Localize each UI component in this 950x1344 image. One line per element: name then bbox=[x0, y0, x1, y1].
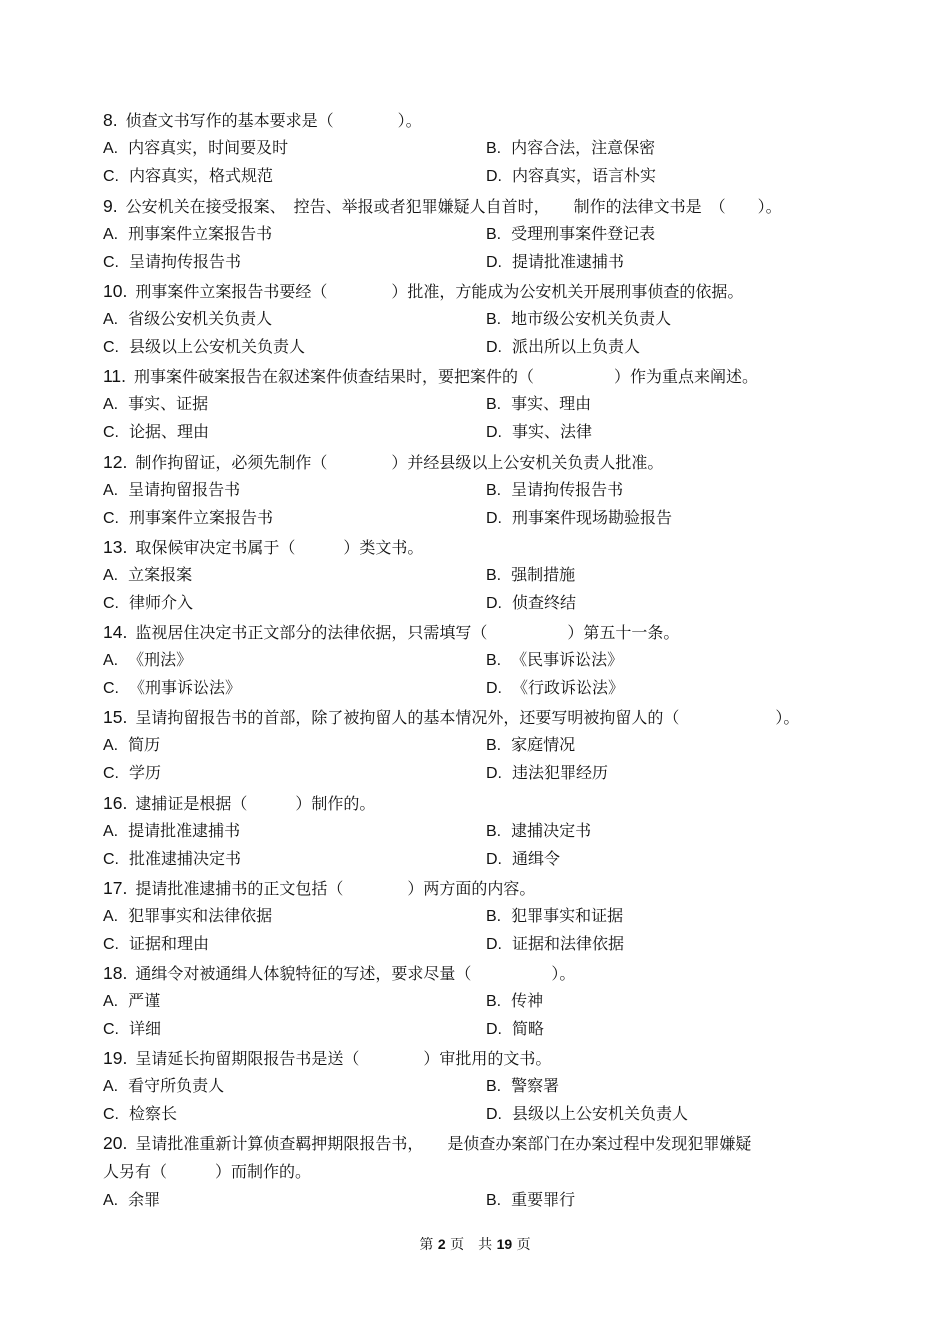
option-text: 证据和法律依据 bbox=[512, 934, 625, 953]
option-letter: D. bbox=[486, 339, 502, 356]
option-text: 提请批准逮捕书 bbox=[512, 252, 625, 271]
answer-option bbox=[486, 138, 655, 159]
question-number: 10. bbox=[103, 281, 128, 301]
answer-option bbox=[103, 849, 241, 870]
question-text: 制作拘留证，必须先制作（ ）并经县级以上公安机关负责人批准。 bbox=[135, 453, 664, 472]
option-text: 省级公安机关负责人 bbox=[128, 309, 273, 328]
question-number: 20. bbox=[103, 1133, 128, 1153]
option-letter: A. bbox=[103, 823, 119, 840]
question-stem bbox=[103, 1133, 880, 1154]
option-text: 立案报案 bbox=[128, 565, 193, 584]
option-letter: D. bbox=[486, 851, 502, 868]
question-stem bbox=[103, 1048, 880, 1069]
option-letter: A. bbox=[103, 396, 119, 413]
option-text: 学历 bbox=[129, 763, 162, 782]
option-text: 《刑事诉讼法》 bbox=[129, 678, 242, 697]
option-text: 呈请拘留报告书 bbox=[128, 480, 241, 499]
question-text: 公安机关在接受报案、 控告、举报或者犯罪嫌疑人自首时， 制作的法律文书是 （ ）。 bbox=[125, 197, 782, 216]
answer-option bbox=[486, 224, 655, 245]
answer-option bbox=[103, 166, 273, 187]
answer-option bbox=[103, 565, 192, 586]
answer-option bbox=[103, 934, 209, 955]
option-letter: C. bbox=[103, 1021, 119, 1038]
question-text: 呈请延长拘留期限报告书是送（ ）审批用的文书。 bbox=[135, 1049, 552, 1068]
option-letter: A. bbox=[103, 311, 119, 328]
answer-option bbox=[486, 1104, 688, 1125]
question-text: 刑事案件立案报告书要经（ ）批准，方能成为公安机关开展刑事侦查的依据。 bbox=[135, 282, 744, 301]
option-text: 证据和理由 bbox=[129, 934, 210, 953]
option-letter: D. bbox=[486, 510, 502, 527]
option-letter: A. bbox=[103, 482, 119, 499]
answer-option bbox=[103, 1190, 160, 1211]
option-text: 提请批准逮捕书 bbox=[128, 821, 241, 840]
answer-option bbox=[486, 991, 543, 1012]
answer-option bbox=[486, 849, 560, 870]
question-number: 16. bbox=[103, 793, 128, 813]
page-footer: 第 2 页 共 19 页 bbox=[419, 1236, 531, 1253]
option-text: 论据、理由 bbox=[129, 422, 210, 441]
option-letter: C. bbox=[103, 680, 119, 697]
answer-option bbox=[486, 650, 623, 671]
answer-option bbox=[486, 934, 624, 955]
option-letter: B. bbox=[486, 823, 502, 840]
question-stem bbox=[103, 452, 880, 473]
option-letter: B. bbox=[486, 226, 502, 243]
option-text: 《民事诉讼法》 bbox=[511, 650, 624, 669]
option-letter: A. bbox=[103, 1078, 119, 1095]
option-text: 内容真实，语言朴实 bbox=[512, 166, 657, 185]
option-text: 重要罪行 bbox=[511, 1190, 576, 1209]
question-stem bbox=[103, 878, 880, 899]
question-text: 呈请拘留报告书的首部，除了被拘留人的基本情况外，还要写明被拘留人的（ ）。 bbox=[135, 708, 800, 727]
question-stem bbox=[103, 963, 880, 984]
question-stem bbox=[103, 281, 880, 302]
option-letter: B. bbox=[486, 908, 502, 925]
option-letter: A. bbox=[103, 226, 119, 243]
option-text: 地市级公安机关负责人 bbox=[511, 309, 672, 328]
option-letter: A. bbox=[103, 567, 119, 584]
answer-option bbox=[103, 906, 272, 927]
option-text: 违法犯罪经历 bbox=[512, 763, 609, 782]
option-letter: A. bbox=[103, 993, 119, 1010]
option-text: 事实、法律 bbox=[512, 422, 593, 441]
option-letter: A. bbox=[103, 140, 119, 157]
option-text: 刑事案件现场勘验报告 bbox=[512, 508, 673, 527]
option-text: 犯罪事实和法律依据 bbox=[128, 906, 273, 925]
option-text: 逮捕决定书 bbox=[511, 821, 592, 840]
option-letter: B. bbox=[486, 140, 502, 157]
question-number: 11. bbox=[103, 366, 127, 386]
option-letter: B. bbox=[486, 1192, 502, 1209]
option-letter: C. bbox=[103, 765, 119, 782]
answer-option bbox=[103, 678, 241, 699]
option-text: 传神 bbox=[511, 991, 544, 1010]
option-letter: A. bbox=[103, 908, 119, 925]
option-letter: C. bbox=[103, 595, 119, 612]
question-text: 呈请批准重新计算侦查羁押期限报告书， 是侦查办案部门在办案过程中发现犯罪嫌疑 bbox=[135, 1134, 752, 1153]
option-letter: C. bbox=[103, 339, 119, 356]
answer-option bbox=[486, 735, 575, 756]
answer-option bbox=[486, 252, 624, 273]
answer-option bbox=[103, 1019, 161, 1040]
question-text: 通缉令对被通缉人体貌特征的写述，要求尽量（ ）。 bbox=[135, 964, 576, 983]
option-text: 严谨 bbox=[128, 991, 161, 1010]
option-letter: C. bbox=[103, 254, 119, 271]
answer-option bbox=[486, 166, 656, 187]
option-letter: D. bbox=[486, 254, 502, 271]
answer-option bbox=[103, 138, 288, 159]
question-number: 19. bbox=[103, 1048, 128, 1068]
option-letter: A. bbox=[103, 737, 119, 754]
question-stem bbox=[103, 537, 880, 558]
option-text: 犯罪事实和证据 bbox=[511, 906, 624, 925]
option-text: 侦查终结 bbox=[512, 593, 577, 612]
answer-option bbox=[103, 394, 208, 415]
answer-option bbox=[486, 480, 623, 501]
question-text: 刑事案件破案报告在叙述案件侦查结果时，要把案件的（ ）作为重点来阐述。 bbox=[134, 367, 759, 386]
answer-option bbox=[103, 650, 192, 671]
option-letter: C. bbox=[103, 168, 119, 185]
option-text: 《刑法》 bbox=[128, 650, 193, 669]
answer-option bbox=[103, 593, 193, 614]
question-text: 取保候审决定书属于（ ）类文书。 bbox=[135, 538, 424, 557]
question-number: 9. bbox=[103, 196, 118, 216]
answer-option bbox=[103, 252, 241, 273]
option-text: 受理刑事案件登记表 bbox=[511, 224, 656, 243]
answer-option bbox=[486, 1019, 544, 1040]
option-letter: B. bbox=[486, 311, 502, 328]
option-text: 派出所以上负责人 bbox=[512, 337, 641, 356]
question-stem-continuation: 人另有（ ）而制作的。 bbox=[103, 1162, 312, 1181]
option-letter: D. bbox=[486, 936, 502, 953]
option-letter: A. bbox=[103, 1192, 119, 1209]
question-text: 提请批准逮捕书的正文包括（ ）两方面的内容。 bbox=[135, 879, 536, 898]
option-text: 呈请拘传报告书 bbox=[511, 480, 624, 499]
option-text: 事实、理由 bbox=[511, 394, 592, 413]
answer-option bbox=[486, 508, 672, 529]
option-text: 内容真实，格式规范 bbox=[129, 166, 274, 185]
option-letter: D. bbox=[486, 1021, 502, 1038]
option-letter: C. bbox=[103, 424, 119, 441]
option-letter: C. bbox=[103, 936, 119, 953]
question-number: 15. bbox=[103, 707, 128, 727]
option-letter: D. bbox=[486, 424, 502, 441]
question-stem bbox=[103, 196, 880, 217]
option-text: 内容合法，注意保密 bbox=[511, 138, 656, 157]
answer-option bbox=[103, 763, 161, 784]
option-letter: D. bbox=[486, 680, 502, 697]
answer-option bbox=[103, 821, 240, 842]
option-text: 检察长 bbox=[129, 1104, 178, 1123]
question-text: 逮捕证是根据（ ）制作的。 bbox=[135, 794, 376, 813]
answer-option bbox=[486, 394, 591, 415]
answer-option bbox=[486, 1076, 559, 1097]
answer-option bbox=[486, 1190, 575, 1211]
option-text: 看守所负责人 bbox=[128, 1076, 225, 1095]
option-letter: B. bbox=[486, 567, 502, 584]
option-text: 县级以上公安机关负责人 bbox=[129, 337, 306, 356]
option-text: 内容真实，时间要及时 bbox=[128, 138, 289, 157]
answer-option bbox=[486, 906, 623, 927]
answer-option bbox=[103, 480, 240, 501]
question-number: 17. bbox=[103, 878, 128, 898]
answer-option bbox=[486, 337, 640, 358]
option-letter: D. bbox=[486, 168, 502, 185]
answer-option bbox=[486, 309, 671, 330]
question-stem bbox=[103, 707, 880, 728]
option-text: 刑事案件立案报告书 bbox=[129, 508, 274, 527]
question-number: 18. bbox=[103, 963, 128, 983]
current-page-number: 2 bbox=[437, 1236, 446, 1252]
option-letter: B. bbox=[486, 482, 502, 499]
option-letter: D. bbox=[486, 765, 502, 782]
option-text: 律师介入 bbox=[129, 593, 194, 612]
option-letter: B. bbox=[486, 652, 502, 669]
option-letter: D. bbox=[486, 1106, 502, 1123]
option-text: 呈请拘传报告书 bbox=[129, 252, 242, 271]
option-text: 事实、证据 bbox=[128, 394, 209, 413]
answer-option bbox=[486, 678, 624, 699]
question-stem bbox=[103, 622, 880, 643]
answer-option bbox=[486, 763, 608, 784]
answer-option bbox=[103, 991, 160, 1012]
question-number: 8. bbox=[103, 110, 118, 130]
option-text: 强制措施 bbox=[511, 565, 576, 584]
option-text: 警察署 bbox=[511, 1076, 560, 1095]
answer-option bbox=[103, 508, 273, 529]
option-letter: D. bbox=[486, 595, 502, 612]
option-letter: C. bbox=[103, 510, 119, 527]
question-number: 14. bbox=[103, 622, 128, 642]
answer-option bbox=[486, 821, 591, 842]
option-letter: B. bbox=[486, 396, 502, 413]
answer-option bbox=[103, 735, 160, 756]
option-text: 批准逮捕决定书 bbox=[129, 849, 242, 868]
question-number: 12. bbox=[103, 452, 128, 472]
question-text: 侦查文书写作的基本要求是（ ）。 bbox=[125, 111, 422, 130]
option-letter: C. bbox=[103, 1106, 119, 1123]
question-text: 监视居住决定书正文部分的法律依据，只需填写（ ）第五十一条。 bbox=[135, 623, 680, 642]
option-letter: C. bbox=[103, 851, 119, 868]
answer-option bbox=[486, 422, 592, 443]
question-stem bbox=[103, 793, 880, 814]
answer-option bbox=[486, 565, 575, 586]
option-text: 简略 bbox=[512, 1019, 545, 1038]
option-text: 简历 bbox=[128, 735, 161, 754]
question-stem bbox=[103, 366, 880, 387]
option-letter: A. bbox=[103, 652, 119, 669]
question-stem bbox=[103, 110, 880, 131]
answer-option bbox=[486, 593, 576, 614]
option-text: 县级以上公安机关负责人 bbox=[512, 1104, 689, 1123]
option-letter: B. bbox=[486, 1078, 502, 1095]
option-text: 《行政诉讼法》 bbox=[512, 678, 625, 697]
option-text: 详细 bbox=[129, 1019, 162, 1038]
option-text: 刑事案件立案报告书 bbox=[128, 224, 273, 243]
option-text: 通缉令 bbox=[512, 849, 561, 868]
answer-option bbox=[103, 1076, 224, 1097]
option-text: 余罪 bbox=[128, 1190, 161, 1209]
answer-option bbox=[103, 224, 272, 245]
question-number: 13. bbox=[103, 537, 128, 557]
total-page-count: 19 bbox=[496, 1236, 513, 1252]
answer-option bbox=[103, 337, 305, 358]
answer-option bbox=[103, 309, 272, 330]
option-letter: B. bbox=[486, 993, 502, 1010]
answer-option bbox=[103, 422, 209, 443]
option-text: 家庭情况 bbox=[511, 735, 576, 754]
option-letter: B. bbox=[486, 737, 502, 754]
answer-option bbox=[103, 1104, 177, 1125]
